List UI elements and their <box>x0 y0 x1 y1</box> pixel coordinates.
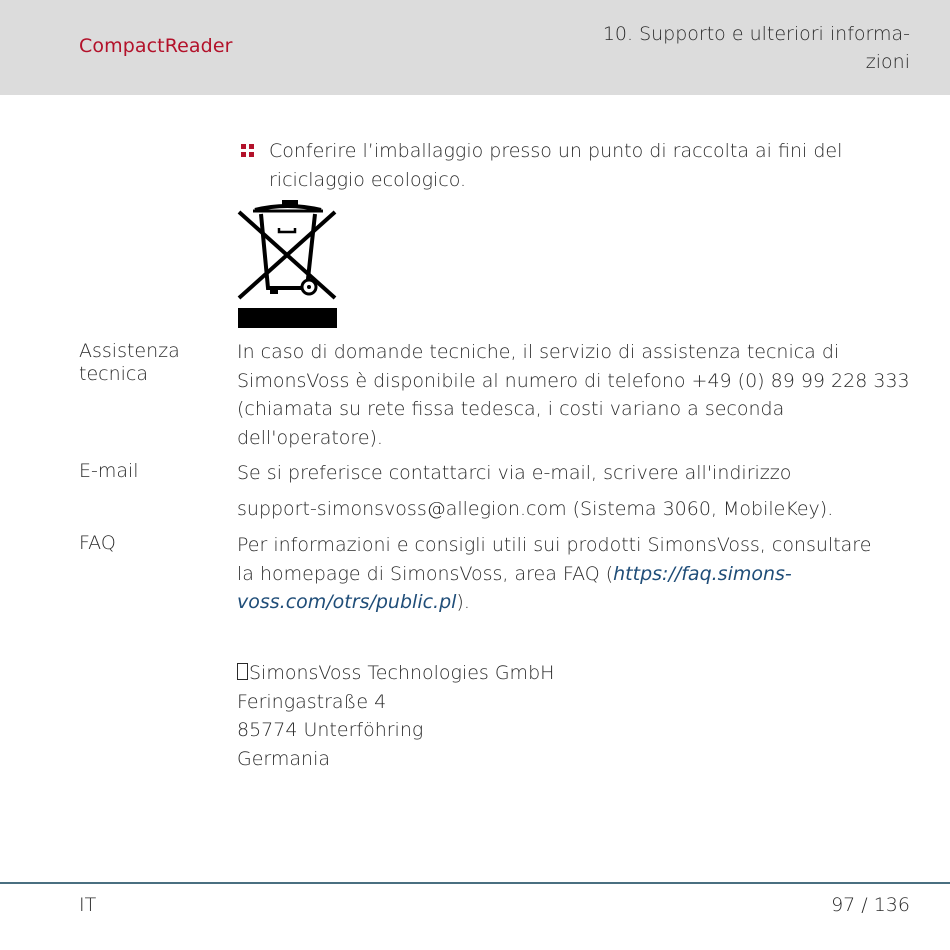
support-text: In caso di domande tecniche, il servizio di assistenza tecnica di SimonsVoss è disponibile al numero di telefono +49 (0) 89 99 228 333 (chiamata su rete fissa tedesca, i costi variano a seconda dell'operatore). <box>237 341 910 449</box>
chapter-title-line-1: 10. Supporto e ulteriori informa- <box>602 23 910 45</box>
address-line-company: SimonsVoss Technologies GmbH <box>237 659 917 688</box>
support-label: Assistenza tecnica <box>79 340 180 385</box>
footer-language: IT <box>79 894 97 916</box>
chapter-title-line-2: zioni <box>865 51 910 73</box>
page-header <box>0 0 950 95</box>
square-bullet-icon <box>241 144 255 158</box>
crossed-out-wheelie-bin-icon <box>237 200 337 330</box>
chapter-title <box>570 20 910 76</box>
address-line-country: Germania <box>237 747 331 770</box>
faq-label: FAQ <box>79 532 116 554</box>
email-label: E-mail <box>79 460 139 482</box>
page-number: 97 / 136 <box>831 894 910 916</box>
faq-link[interactable]: https://faq.simons-voss.com/otrs/public.pl <box>237 562 792 613</box>
email-address-text: support-simonsvoss@allegion.com (Sistema 3060, MobileKey). <box>237 498 834 520</box>
address-line-street: Feringastraße 4 <box>237 690 387 713</box>
missing-glyph-icon <box>237 663 248 680</box>
faq-text-before: Per informazioni e consigli utili sui prodotti SimonsVoss, consultare la homepage di SimonsVoss, area FAQ ( <box>237 534 872 585</box>
address-line-city: 85774 Unterföhring <box>237 719 424 741</box>
bullet-text: Conferire l’imballaggio presso un punto di raccolta ai fini del riciclaggio ecologico. <box>269 140 843 191</box>
footer-divider <box>0 882 950 884</box>
email-intro-text: Se si preferisce contattarci via e-mail, scrivere all'indirizzo <box>237 462 792 484</box>
faq-text <box>237 531 887 617</box>
faq-text-after: ). <box>456 591 470 613</box>
brand-name: CompactReader <box>79 35 233 57</box>
company-address <box>237 659 917 773</box>
